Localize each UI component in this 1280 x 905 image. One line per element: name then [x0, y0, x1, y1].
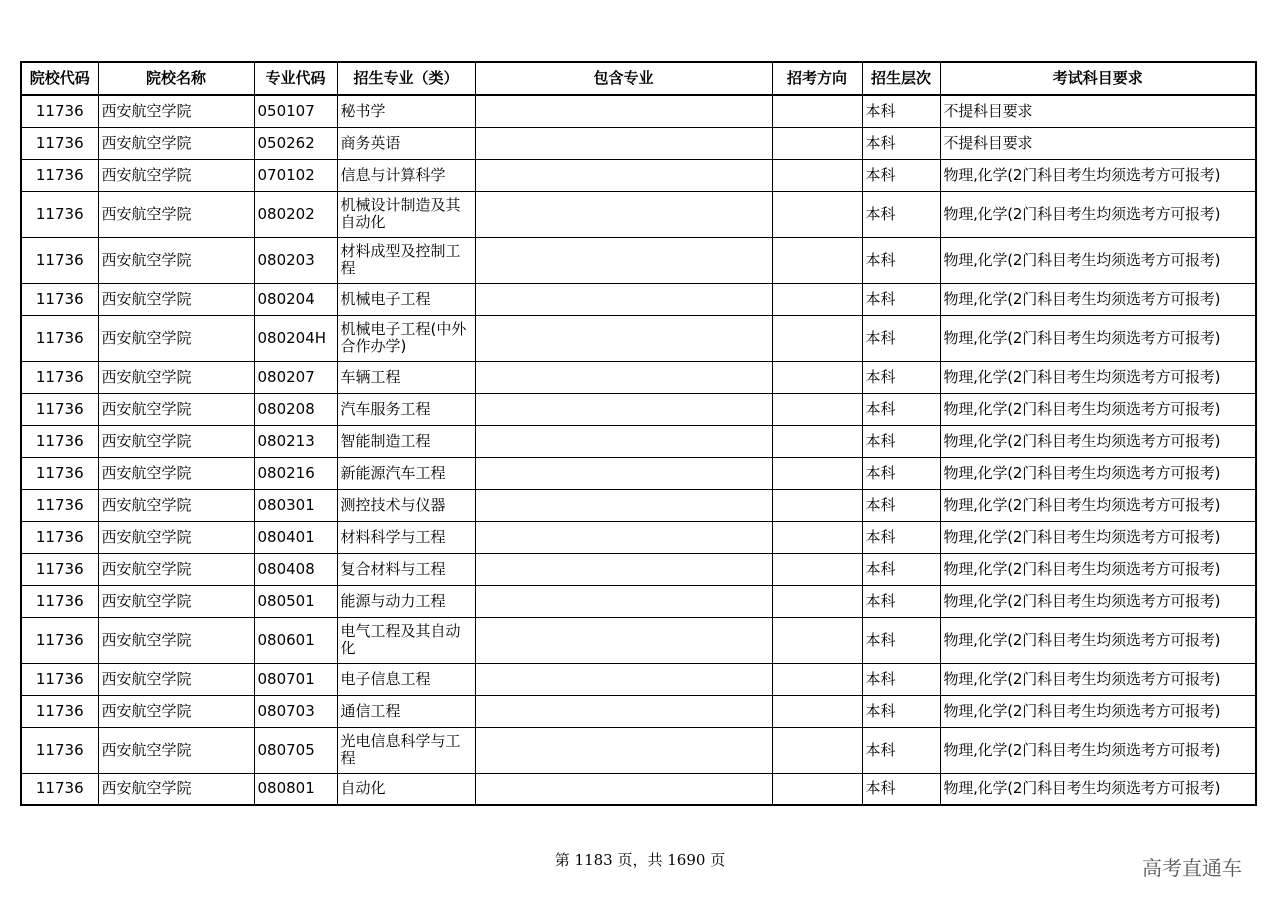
table-row: [21, 361, 1256, 393]
cell-requirement: 物理,化学(2门科目考生均须选考方可报考): [940, 159, 1256, 191]
table-row: [21, 585, 1256, 617]
table-row: [21, 393, 1256, 425]
cell-level: 本科: [862, 361, 940, 393]
cell-school-code: 11736: [21, 315, 98, 361]
cell-major: 电子信息工程: [337, 663, 475, 695]
cell-major: 机械电子工程(中外合作办学): [337, 315, 475, 361]
cell-major-code: 080203: [254, 237, 337, 283]
cell-school-name: 西安航空学院: [98, 521, 254, 553]
cell-direction: [772, 159, 862, 191]
cell-level: 本科: [862, 521, 940, 553]
cell-level: 本科: [862, 773, 940, 805]
cell-major-code: 080701: [254, 663, 337, 695]
cell-requirement: 物理,化学(2门科目考生均须选考方可报考): [940, 727, 1256, 773]
cell-school-name: 西安航空学院: [98, 159, 254, 191]
cell-included-majors: [475, 727, 772, 773]
cell-included-majors: [475, 425, 772, 457]
cell-school-code: 11736: [21, 361, 98, 393]
table-row: [21, 237, 1256, 283]
table-row: [21, 727, 1256, 773]
cell-included-majors: [475, 617, 772, 663]
cell-major-code: 080216: [254, 457, 337, 489]
cell-major-code: 080207: [254, 361, 337, 393]
cell-level: 本科: [862, 553, 940, 585]
cell-major-code: 080204: [254, 283, 337, 315]
cell-school-name: 西安航空学院: [98, 425, 254, 457]
cell-major: 机械电子工程: [337, 283, 475, 315]
cell-requirement: 物理,化学(2门科目考生均须选考方可报考): [940, 617, 1256, 663]
cell-level: 本科: [862, 159, 940, 191]
cell-requirement: 物理,化学(2门科目考生均须选考方可报考): [940, 773, 1256, 805]
cell-direction: [772, 695, 862, 727]
cell-major: 复合材料与工程: [337, 553, 475, 585]
table-body: [21, 95, 1256, 805]
cell-requirement: 不提科目要求: [940, 127, 1256, 159]
cell-included-majors: [475, 585, 772, 617]
cell-direction: [772, 617, 862, 663]
cell-school-name: 西安航空学院: [98, 489, 254, 521]
cell-major-code: 050262: [254, 127, 337, 159]
cell-major-code: 080301: [254, 489, 337, 521]
cell-requirement: 物理,化学(2门科目考生均须选考方可报考): [940, 393, 1256, 425]
cell-major-code: 080801: [254, 773, 337, 805]
cell-school-code: 11736: [21, 773, 98, 805]
cell-major: 汽车服务工程: [337, 393, 475, 425]
table-row: [21, 315, 1256, 361]
cell-requirement: 物理,化学(2门科目考生均须选考方可报考): [940, 237, 1256, 283]
cell-requirement: 物理,化学(2门科目考生均须选考方可报考): [940, 553, 1256, 585]
cell-school-code: 11736: [21, 425, 98, 457]
cell-school-code: 11736: [21, 695, 98, 727]
cell-major: 机械设计制造及其自动化: [337, 191, 475, 237]
table-row: [21, 159, 1256, 191]
cell-major-code: 080705: [254, 727, 337, 773]
cell-requirement: 物理,化学(2门科目考生均须选考方可报考): [940, 695, 1256, 727]
cell-level: 本科: [862, 663, 940, 695]
admissions-table: [20, 61, 1257, 806]
header-school-name: 院校名称: [98, 62, 254, 95]
table-row: [21, 283, 1256, 315]
header-level: 招生层次: [862, 62, 940, 95]
cell-direction: [772, 585, 862, 617]
cell-direction: [772, 553, 862, 585]
table-row: [21, 773, 1256, 805]
cell-school-name: 西安航空学院: [98, 191, 254, 237]
cell-level: 本科: [862, 727, 940, 773]
cell-requirement: 物理,化学(2门科目考生均须选考方可报考): [940, 585, 1256, 617]
table-row: [21, 695, 1256, 727]
cell-included-majors: [475, 521, 772, 553]
cell-major: 智能制造工程: [337, 425, 475, 457]
cell-major-code: 050107: [254, 95, 337, 127]
cell-school-name: 西安航空学院: [98, 315, 254, 361]
cell-requirement: 物理,化学(2门科目考生均须选考方可报考): [940, 521, 1256, 553]
cell-major-code: 080208: [254, 393, 337, 425]
cell-major-code: 080408: [254, 553, 337, 585]
cell-school-code: 11736: [21, 127, 98, 159]
cell-school-name: 西安航空学院: [98, 663, 254, 695]
cell-school-name: 西安航空学院: [98, 393, 254, 425]
cell-level: 本科: [862, 585, 940, 617]
cell-major: 车辆工程: [337, 361, 475, 393]
cell-direction: [772, 425, 862, 457]
header-major: 招生专业（类）: [337, 62, 475, 95]
cell-included-majors: [475, 315, 772, 361]
cell-direction: [772, 361, 862, 393]
cell-requirement: 物理,化学(2门科目考生均须选考方可报考): [940, 315, 1256, 361]
cell-school-name: 西安航空学院: [98, 695, 254, 727]
cell-school-name: 西安航空学院: [98, 617, 254, 663]
cell-requirement: 不提科目要求: [940, 95, 1256, 127]
cell-included-majors: [475, 553, 772, 585]
cell-major-code: 080601: [254, 617, 337, 663]
cell-direction: [772, 191, 862, 237]
cell-school-code: 11736: [21, 617, 98, 663]
table-row: [21, 521, 1256, 553]
cell-level: 本科: [862, 617, 940, 663]
cell-school-code: 11736: [21, 585, 98, 617]
cell-major: 光电信息科学与工程: [337, 727, 475, 773]
cell-school-name: 西安航空学院: [98, 283, 254, 315]
table-row: [21, 425, 1256, 457]
header-major-code: 专业代码: [254, 62, 337, 95]
cell-included-majors: [475, 695, 772, 727]
cell-level: 本科: [862, 237, 940, 283]
cell-direction: [772, 489, 862, 521]
cell-school-code: 11736: [21, 521, 98, 553]
cell-direction: [772, 663, 862, 695]
cell-school-code: 11736: [21, 489, 98, 521]
cell-school-name: 西安航空学院: [98, 553, 254, 585]
table-row: [21, 553, 1256, 585]
header-school-code: 院校代码: [21, 62, 98, 95]
cell-direction: [772, 315, 862, 361]
cell-major-code: 080703: [254, 695, 337, 727]
cell-direction: [772, 283, 862, 315]
cell-major-code: 080501: [254, 585, 337, 617]
cell-school-code: 11736: [21, 393, 98, 425]
cell-included-majors: [475, 191, 772, 237]
cell-major-code: 080204H: [254, 315, 337, 361]
cell-school-code: 11736: [21, 457, 98, 489]
cell-included-majors: [475, 159, 772, 191]
cell-requirement: 物理,化学(2门科目考生均须选考方可报考): [940, 489, 1256, 521]
cell-requirement: 物理,化学(2门科目考生均须选考方可报考): [940, 425, 1256, 457]
cell-requirement: 物理,化学(2门科目考生均须选考方可报考): [940, 191, 1256, 237]
cell-included-majors: [475, 773, 772, 805]
cell-major: 测控技术与仪器: [337, 489, 475, 521]
cell-major: 通信工程: [337, 695, 475, 727]
table-row: [21, 95, 1256, 127]
cell-direction: [772, 127, 862, 159]
cell-major: 能源与动力工程: [337, 585, 475, 617]
cell-school-name: 西安航空学院: [98, 361, 254, 393]
cell-major: 商务英语: [337, 127, 475, 159]
table-row: [21, 457, 1256, 489]
cell-level: 本科: [862, 283, 940, 315]
cell-direction: [772, 773, 862, 805]
cell-direction: [772, 393, 862, 425]
cell-level: 本科: [862, 489, 940, 521]
page-footer: 第 1183 页，共 1690 页: [554, 851, 726, 869]
cell-requirement: 物理,化学(2门科目考生均须选考方可报考): [940, 663, 1256, 695]
cell-direction: [772, 95, 862, 127]
cell-level: 本科: [862, 315, 940, 361]
cell-included-majors: [475, 127, 772, 159]
cell-school-name: 西安航空学院: [98, 773, 254, 805]
cell-major: 材料科学与工程: [337, 521, 475, 553]
cell-major: 秘书学: [337, 95, 475, 127]
cell-included-majors: [475, 663, 772, 695]
cell-level: 本科: [862, 191, 940, 237]
table-row: [21, 617, 1256, 663]
cell-school-code: 11736: [21, 95, 98, 127]
watermark: 高考直通车: [1142, 856, 1242, 880]
cell-major: 新能源汽车工程: [337, 457, 475, 489]
table-row: [21, 127, 1256, 159]
header-included-majors: 包含专业: [475, 62, 772, 95]
cell-requirement: 物理,化学(2门科目考生均须选考方可报考): [940, 361, 1256, 393]
cell-school-code: 11736: [21, 553, 98, 585]
cell-level: 本科: [862, 393, 940, 425]
cell-major-code: 080213: [254, 425, 337, 457]
cell-school-name: 西安航空学院: [98, 95, 254, 127]
cell-level: 本科: [862, 695, 940, 727]
table-row: [21, 489, 1256, 521]
cell-included-majors: [475, 361, 772, 393]
cell-major-code: 080401: [254, 521, 337, 553]
cell-school-code: 11736: [21, 237, 98, 283]
cell-school-name: 西安航空学院: [98, 127, 254, 159]
cell-included-majors: [475, 283, 772, 315]
cell-school-code: 11736: [21, 191, 98, 237]
cell-level: 本科: [862, 95, 940, 127]
cell-school-code: 11736: [21, 283, 98, 315]
cell-direction: [772, 727, 862, 773]
cell-direction: [772, 237, 862, 283]
cell-school-name: 西安航空学院: [98, 237, 254, 283]
cell-included-majors: [475, 95, 772, 127]
table-row: [21, 663, 1256, 695]
header-direction: 招考方向: [772, 62, 862, 95]
cell-requirement: 物理,化学(2门科目考生均须选考方可报考): [940, 283, 1256, 315]
header-row: [21, 62, 1256, 95]
table-row: [21, 191, 1256, 237]
cell-major: 自动化: [337, 773, 475, 805]
cell-school-name: 西安航空学院: [98, 457, 254, 489]
cell-included-majors: [475, 393, 772, 425]
cell-included-majors: [475, 457, 772, 489]
cell-school-code: 11736: [21, 159, 98, 191]
cell-school-code: 11736: [21, 727, 98, 773]
cell-school-code: 11736: [21, 663, 98, 695]
cell-school-name: 西安航空学院: [98, 727, 254, 773]
cell-direction: [772, 457, 862, 489]
cell-level: 本科: [862, 457, 940, 489]
cell-direction: [772, 521, 862, 553]
cell-major-code: 080202: [254, 191, 337, 237]
cell-included-majors: [475, 237, 772, 283]
cell-requirement: 物理,化学(2门科目考生均须选考方可报考): [940, 457, 1256, 489]
cell-major-code: 070102: [254, 159, 337, 191]
header-requirement: 考试科目要求: [940, 62, 1256, 95]
cell-school-name: 西安航空学院: [98, 585, 254, 617]
cell-included-majors: [475, 489, 772, 521]
cell-level: 本科: [862, 425, 940, 457]
cell-major: 电气工程及其自动化: [337, 617, 475, 663]
cell-level: 本科: [862, 127, 940, 159]
cell-major: 材料成型及控制工程: [337, 237, 475, 283]
cell-major: 信息与计算科学: [337, 159, 475, 191]
